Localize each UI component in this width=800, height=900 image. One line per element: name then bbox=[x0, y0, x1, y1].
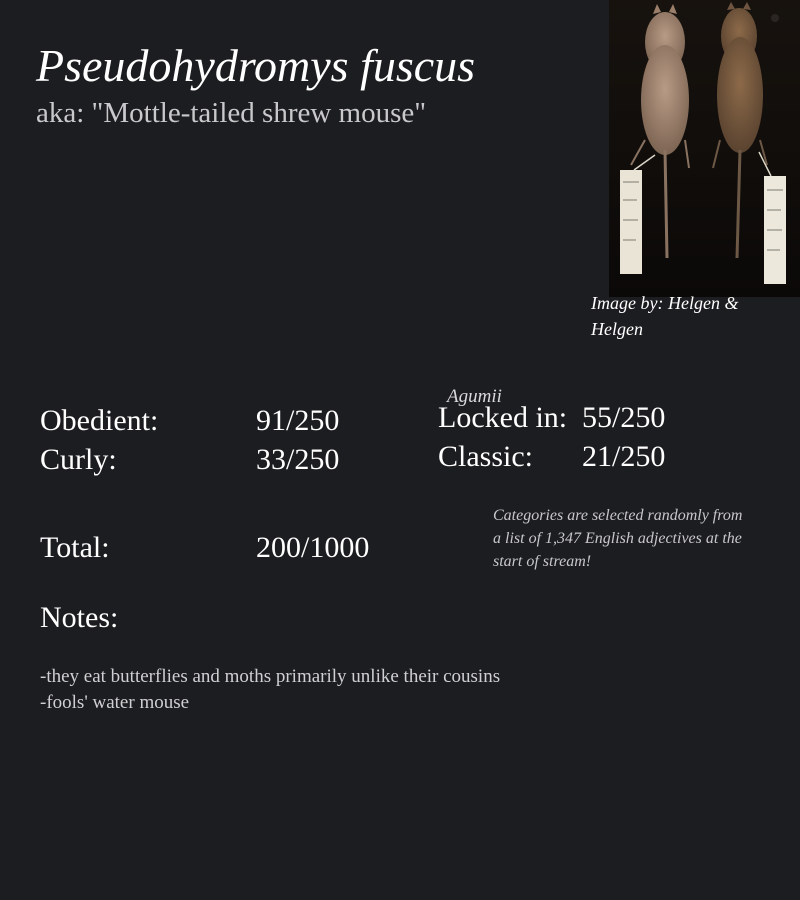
stat-value-obedient: 91/250 bbox=[256, 404, 340, 437]
notes-heading: Notes: bbox=[40, 601, 119, 634]
categories-note: Categories are selected randomly from a list of 1,347 English adjectives at the start of stream! bbox=[493, 507, 743, 570]
stat-value-curly: 33/250 bbox=[256, 443, 340, 476]
species-common-name: aka: "Mottle-tailed shrew mouse" bbox=[36, 97, 427, 129]
species-title: Pseudohydromys fuscus bbox=[36, 40, 476, 91]
signature: Agumii bbox=[447, 386, 502, 407]
notes-list bbox=[40, 664, 510, 716]
stat-value-classic: 21/250 bbox=[582, 440, 666, 473]
image-credit: Image by: Helgen & Helgen bbox=[591, 293, 739, 339]
specimen-photo bbox=[609, 0, 800, 297]
stat-label-total: Total: bbox=[40, 531, 110, 564]
stat-label-classic: Classic: bbox=[438, 440, 533, 473]
note-item: -they eat butterflies and moths primarily unlike their cousins bbox=[40, 666, 501, 687]
stat-label-locked-in: Locked in: bbox=[438, 401, 568, 434]
stat-label-curly: Curly: bbox=[40, 443, 117, 476]
note-item: -fools' water mouse bbox=[40, 692, 190, 713]
stat-value-locked-in: 55/250 bbox=[582, 401, 666, 434]
stat-label-obedient: Obedient: bbox=[40, 404, 159, 437]
stat-value-total: 200/1000 bbox=[256, 531, 370, 564]
